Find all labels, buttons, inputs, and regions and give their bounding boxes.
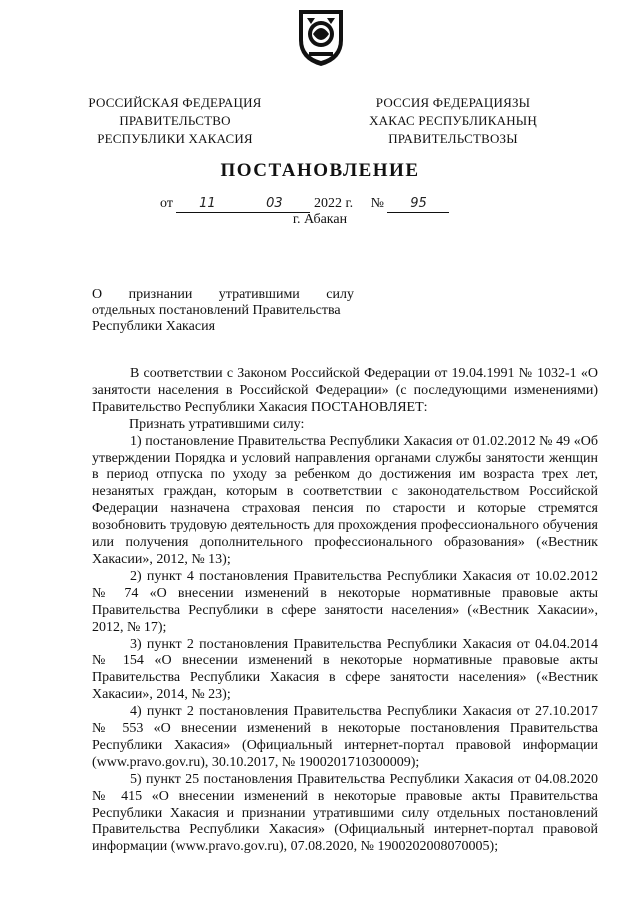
header-right-line-1: РОССИЯ ФЕДЕРАЦИЯЗЫ xyxy=(375,95,531,110)
header-right xyxy=(348,94,558,148)
number-label: № xyxy=(370,196,384,211)
paragraph-item-2: 2) пункт 4 постановления Правительства Республики Хакасия от 10.02.2012 № 74 «О внесении изменений в некоторые нормативные правовые акты Правительства Республики в сфере занятости населения» («Вестник Хакасии», 2012, № 17); xyxy=(92,568,598,635)
header-right-line-3: ПРАВИТЕЛЬСТВОЗЫ xyxy=(388,131,518,146)
subject-line-3: Республики Хакасия xyxy=(92,319,216,334)
document-title: ПОСТАНОВЛЕНИЕ xyxy=(220,160,420,181)
header-left-line-3: РЕСПУБЛИКИ ХАКАСИЯ xyxy=(97,131,253,146)
date-year: 2022 г. xyxy=(313,196,354,211)
subject-block xyxy=(92,287,354,335)
date-prefix: от xyxy=(160,196,173,211)
date-day: 11 xyxy=(176,196,238,213)
paragraph-declare: Признать утратившими силу: xyxy=(129,416,305,432)
header-right-line-2: ХАКАС РЕСПУБЛИКАНЫҢ xyxy=(369,113,537,128)
date-month: 03 xyxy=(238,196,310,213)
paragraph-item-1: 1) постановление Правительства Республики Хакасия от 01.02.2012 № 49 «Об утверждении Порядка и условий направления органами службы занятости женщин в период отпуска по уходу за ребенком до достижения им возраста трех лет, незанятых граждан, которым в соответствии с законодательством Российской Федерации назначена страховая пенсия по старости и которые стремятся возобновить трудовую деятельность для прохождения профессионального обучения или получения дополнительного профессионального образования» («Вестник Хакасии», 2012, № 13); xyxy=(92,433,598,567)
document-number: 95 xyxy=(387,196,449,213)
document-body xyxy=(92,366,598,856)
header-left-line-1: РОССИЙСКАЯ ФЕДЕРАЦИЯ xyxy=(88,95,262,110)
paragraph-item-4: 4) пункт 2 постановления Правительства Республики Хакасия от 27.10.2017 № 553 «О внесении изменений в некоторые постановления Правительства Республики Хакасия» (Официальный интернет-портал правовой информации (www.pravo.gov.ru), 30.10.2017, № 1900201710300009); xyxy=(92,704,598,770)
paragraph-item-5: 5) пункт 25 постановления Правительства Республики Хакасия от 04.08.2020 № 415 «О внесении изменений в некоторые правовые акты Правительства Республики Хакасия и признании утратившими силу отдельных постановлений Правительства Республики Хакасия» (Официальный интернет-портал правовой информации (www.pravo.gov.ru), 07.08.2020, № 1900202008070005); xyxy=(92,771,598,855)
paragraph-item-3: 3) пункт 2 постановления Правительства Республики Хакасия от 04.04.2014 № 154 «О внесении изменений в некоторые нормативные правовые акты Правительства Республики Хакасия в сфере занятости населения» («Вестник Хакасии», 2014, № 23); xyxy=(92,636,598,703)
subject-line-1: О признании утратившими силу xyxy=(92,287,354,302)
header-left-line-2: ПРАВИТЕЛЬСТВО xyxy=(119,113,231,128)
coat-of-arms-emblem xyxy=(295,6,347,68)
subject-line-2: отдельных постановлений Правительства xyxy=(92,303,341,318)
header-left xyxy=(70,94,280,148)
paragraph-preamble: В соответствии с Законом Российской Федерации от 19.04.1991 № 1032-1 «О занятости населения в Российской Федерации» (с последующими изменениями) Правительство Республики Хакасия ПОСТАНОВЛЯЕТ: xyxy=(92,366,598,415)
date-line xyxy=(160,196,449,213)
city: г. Абакан xyxy=(292,212,348,227)
